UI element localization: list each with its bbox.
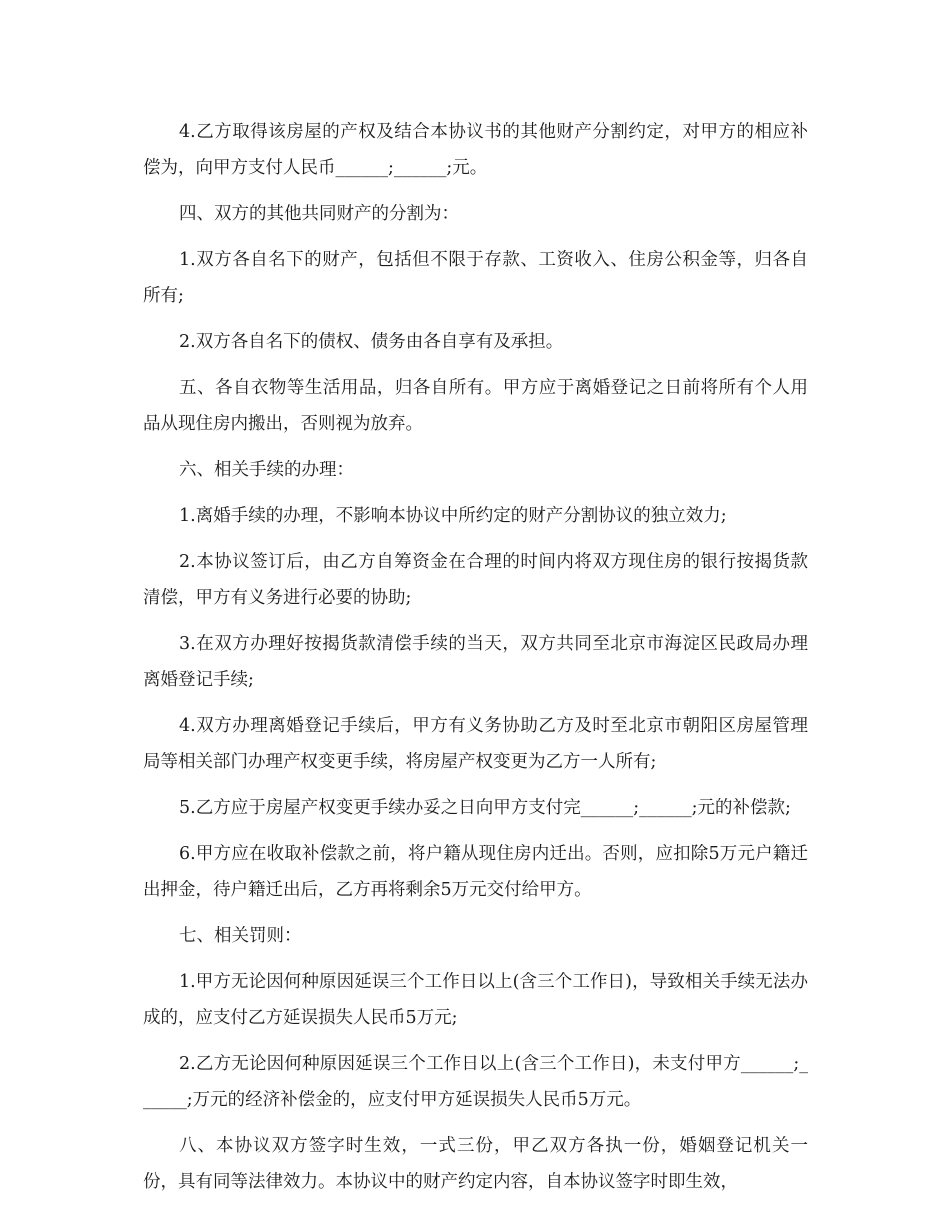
paragraph-own-property: 1.双方各自名下的财产，包括但不限于存款、工资收入、住房公积金等，归各自所有;: [143, 250, 808, 306]
paragraph-clause-4-compensation: 4.乙方取得该房屋的产权及结合本协议书的其他财产分割约定，对甲方的相应补偿为，向甲方支付人民币______;______;元。: [143, 122, 808, 178]
section-heading-8: 八、本协议双方签字时生效，一式三份，甲乙双方各执一份，婚姻登记机关一份，具有同等法律效力。本协议中的财产约定内容，自本协议签字时即生效，: [143, 1136, 808, 1192]
paragraph-household-registration: 6.甲方应在收取补偿款之前，将户籍从现住房内迁出。否则，应扣除5万元户籍迁出押金，待户籍迁出后，乙方再将剩余5万元交付给甲方。: [143, 844, 808, 900]
paragraph-registration: 3.在双方办理好按揭货款清偿手续的当天，双方共同至北京市海淀区民政局办理离婚登记手续;: [143, 634, 808, 690]
paragraph-penalty-party-a: 1.甲方无论因何种原因延误三个工作日以上(含三个工作日)，导致相关手续无法办成的，应支付乙方延误损失人民币5万元;: [143, 972, 808, 1028]
section-heading-4: 四、双方的其他共同财产的分割为：: [179, 204, 459, 224]
paragraph-divorce-procedure: 1.离婚手续的办理，不影响本协议中所约定的财产分割协议的独立效力;: [179, 506, 727, 526]
section-heading-5: 五、各自衣物等生活用品，归各自所有。甲方应于离婚登记之日前将所有个人用品从现住房内搬出，否则视为放弃。: [143, 378, 808, 434]
section-heading-7: 七、相关罚则：: [179, 926, 302, 946]
paragraph-penalty-party-b: 2.乙方无论因何种原因延误三个工作日以上(含三个工作日)，未支付甲方______;______;万元的经济补偿金的，应支付甲方延误损失人民币5万元。: [143, 1054, 808, 1110]
document-body: [143, 114, 808, 1210]
section-heading-6: 六、相关手续的办理：: [179, 460, 354, 480]
paragraph-payment: 5.乙方应于房屋产权变更手续办妥之日向甲方支付完______;______;元的补偿款;: [179, 798, 791, 818]
paragraph-title-transfer: 4.双方办理离婚登记手续后，甲方有义务协助乙方及时至北京市朝阳区房屋管理局等相关部门办理产权变更手续，将房屋产权变更为乙方一人所有;: [143, 716, 808, 772]
paragraph-debts: 2.双方各自名下的债权、债务由各自享有及承担。: [179, 332, 564, 352]
paragraph-mortgage-repayment: 2.本协议签订后，由乙方自筹资金在合理的时间内将双方现住房的银行按揭货款清偿，甲方有义务进行必要的协助;: [143, 552, 808, 608]
